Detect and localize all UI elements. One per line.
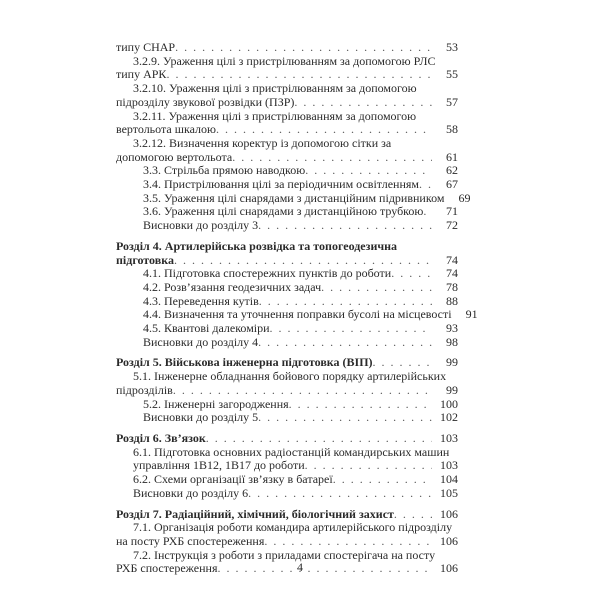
leader-dots: [258, 411, 432, 425]
toc-page-number: 71: [446, 204, 458, 219]
leader-dots: [305, 164, 432, 178]
toc-page-number: 61: [446, 149, 458, 164]
toc-page-number: 72: [446, 218, 458, 233]
toc-page-number: 74: [446, 266, 458, 281]
toc-page-number: 55: [446, 67, 458, 82]
toc-entry: [116, 322, 458, 336]
toc-entry-title: Розділ 5. Військова інженерна підготовка (ВІП): [116, 355, 373, 370]
toc-line: [116, 487, 458, 501]
toc-entry: [116, 110, 458, 137]
toc-entry: [116, 190, 471, 206]
toc-line: [116, 151, 458, 165]
leader-dots: [264, 535, 432, 549]
toc-line: [116, 178, 458, 192]
toc-line: [116, 336, 458, 350]
toc-entry: [116, 411, 458, 425]
toc-entry-title: підрозділу звукової розвідки (ПЗР): [116, 94, 295, 109]
toc-entry-title: управління 1В12, 1В17 до роботи: [133, 458, 305, 473]
toc-page-number: 99: [446, 382, 458, 397]
toc-line: [116, 137, 458, 151]
toc-page-number: 103: [440, 458, 458, 473]
toc-entry-title: Висновки до розділу 6: [133, 485, 249, 500]
toc-line: [116, 240, 458, 254]
line-spacer: [446, 370, 458, 384]
toc-entry: [116, 55, 458, 82]
toc-entry-title: вертольота шкалою: [116, 122, 216, 137]
toc-page-number: 69: [458, 190, 471, 205]
line-spacer: [449, 446, 458, 460]
toc-page-number: 104: [440, 472, 458, 487]
toc-entry-title: 3.4. Пристрілювання цілі за періодичним освітленням: [143, 177, 420, 192]
toc-line: [116, 68, 458, 82]
toc-line: [116, 432, 458, 446]
toc-entry-title: 6.2. Схеми організації зв’язку в батареї: [133, 472, 333, 487]
leader-dots: [270, 322, 432, 336]
toc-entry-title: 3.3. Стрільба прямою наводкою: [143, 163, 306, 178]
toc-entry-title: 3.2.10. Ураження цілі з пристрілюванням за допомогою: [133, 81, 417, 96]
toc-entry-title: підготовка: [116, 252, 174, 267]
toc-entry-title: 7.2. Інструкція з роботи з приладами спостерігача на посту: [133, 547, 436, 562]
toc-entry-title: 4.5. Квантові далекоміри: [143, 321, 270, 336]
toc-page-number: 78: [446, 279, 458, 294]
toc-line: [116, 446, 458, 460]
toc-entry: [116, 521, 458, 548]
toc-page-number: 106: [440, 506, 458, 521]
leader-dots: [373, 356, 432, 370]
toc-entry-title: 3.2.11. Ураження цілі з пристрілюванням за допомогою: [133, 108, 417, 123]
toc-entry-title: 5.2. Інженерні загородження: [143, 396, 289, 411]
toc-entry-title: підрозділів: [116, 382, 173, 397]
toc-line: [116, 82, 458, 96]
leader-dots: [259, 295, 432, 309]
leader-dots: [305, 459, 432, 473]
leader-dots: [206, 432, 432, 446]
toc-entry-title: 7.1. Організація роботи командира артилерійського підрозділу: [133, 520, 453, 535]
leader-dots: [423, 205, 432, 219]
toc-line: [116, 55, 458, 69]
toc-page-number: 57: [446, 94, 458, 109]
toc-line: [116, 356, 458, 370]
toc-entry-title: Розділ 7. Радіаційний, хімічний, біологічний захист: [116, 506, 394, 521]
toc-entry: [116, 487, 458, 501]
line-spacer: [397, 240, 458, 254]
line-spacer: [436, 55, 458, 69]
toc-entry-title: 3.6. Ураження цілі снарядами з дистанційною трубкою: [143, 204, 424, 219]
toc-entry: [116, 446, 458, 473]
leader-dots: [216, 123, 432, 137]
toc-entry-title: 6.1. Підготовка основних радіостанцій командирських машин: [133, 444, 450, 459]
toc-line: [116, 164, 458, 178]
toc-entry-title: Розділ 4. Артилерійська розвідка та топогеодезична: [116, 238, 398, 253]
toc-line: [116, 307, 478, 322]
leader-dots: [321, 281, 432, 295]
toc-entry: [116, 137, 458, 164]
leader-dots: [333, 473, 432, 487]
toc-entry-title: на посту РХБ спостереження: [116, 533, 265, 548]
toc-entry-title: типу АРК: [116, 67, 167, 82]
toc-entry: [116, 219, 458, 233]
leader-dots: [166, 68, 432, 82]
toc-line: [116, 322, 458, 336]
toc-page-number: 88: [446, 293, 458, 308]
toc-entry-title: Висновки до розділу 5: [143, 410, 259, 425]
toc-entry: [116, 164, 458, 178]
toc-line: [116, 205, 458, 219]
leader-dots: [174, 254, 432, 268]
leader-dots: [248, 487, 432, 501]
toc-entry: [116, 41, 458, 55]
toc-entry: [116, 281, 458, 295]
toc-entry-title: Висновки до розділу 3: [143, 218, 259, 233]
line-spacer: [391, 137, 458, 151]
toc-page-number: 67: [446, 177, 458, 192]
toc-line: [116, 281, 458, 295]
toc-entry-title: 3.5. Ураження цілі снарядами з дистанційним підривником: [143, 190, 445, 205]
toc-entry: [116, 267, 458, 281]
leader-dots: [175, 41, 432, 55]
toc-entry-title: допомогою вертольота: [116, 149, 233, 164]
toc-entry: [116, 178, 458, 192]
toc-entry-title: 4.1. Підготовка спостережних пунктів до роботи: [143, 266, 392, 281]
table-of-contents: [116, 40, 478, 576]
leader-dots: [258, 336, 432, 350]
toc-page-number: 93: [446, 321, 458, 336]
toc-line: [116, 267, 458, 281]
leader-dots: [391, 267, 432, 281]
toc-entry-title: типу СНАР: [116, 40, 176, 54]
leader-dots: [419, 178, 432, 192]
leader-dots: [289, 398, 432, 412]
toc-chapter: [116, 240, 458, 267]
toc-chapter: [116, 508, 458, 522]
toc-entry-title: Розділ 6. Зв’язок: [116, 430, 206, 445]
toc-page-number: 74: [446, 252, 458, 267]
toc-line: [116, 508, 458, 522]
toc-entry-title: 4.3. Переведення кутів: [143, 293, 259, 308]
toc-line: [116, 398, 458, 412]
toc-page-number: 103: [440, 430, 458, 445]
line-spacer: [417, 82, 458, 96]
toc-line: [116, 459, 458, 473]
toc-page-number: 58: [446, 122, 458, 137]
toc-line: [116, 411, 458, 425]
toc-entry: [116, 336, 458, 350]
toc-line: [116, 254, 458, 268]
toc-entry: [116, 398, 458, 412]
toc-entry-title: 4.4. Визначення та уточнення поправки бусолі на місцевості: [143, 307, 452, 322]
line-spacer: [452, 521, 458, 535]
toc-entry: [116, 473, 458, 487]
toc-page-number: 100: [440, 396, 458, 411]
toc-page-number: 91: [465, 307, 478, 322]
toc-line: [116, 123, 458, 137]
toc-page-number: 105: [440, 485, 458, 500]
toc-line: [116, 295, 458, 309]
leader-dots: [258, 219, 432, 233]
toc-page-number: 102: [440, 410, 458, 425]
toc-line: [116, 384, 458, 398]
leader-dots: [294, 96, 432, 110]
toc-line: [116, 190, 471, 206]
toc-line: [116, 41, 458, 55]
toc-chapter: [116, 432, 458, 446]
toc-chapter: [116, 356, 458, 370]
page-number: 4: [297, 560, 303, 574]
toc-page-number: 106: [440, 561, 458, 576]
toc-line: [116, 96, 458, 110]
toc-line: [116, 521, 458, 535]
toc-entry-title: 4.2. Розв’язання геодезичних задач: [143, 279, 322, 294]
toc-line: [116, 110, 458, 124]
toc-line: [116, 535, 458, 549]
toc-page-number: 99: [446, 355, 458, 370]
toc-page-number: 53: [446, 40, 458, 54]
toc-entry: [116, 295, 458, 309]
line-spacer: [416, 110, 458, 124]
toc-entry-title: 3.2.9. Ураження цілі з пристрілюванням за допомогою РЛС: [133, 53, 436, 68]
leader-dots: [394, 508, 432, 522]
toc-line: [116, 473, 458, 487]
leader-dots: [173, 384, 432, 398]
toc-entry: [116, 370, 458, 397]
toc-line: [116, 370, 458, 384]
toc-page-number: 106: [440, 533, 458, 548]
toc-page-number: 62: [446, 163, 458, 178]
toc-entry-title: РХБ спостереження: [116, 561, 218, 576]
toc-entry: [116, 205, 458, 219]
toc-page-number: 98: [446, 334, 458, 349]
toc-entry-title: 3.2.12. Визначення коректур із допомогою сітки за: [133, 135, 392, 150]
leader-dots: [232, 151, 432, 165]
toc-line: [116, 219, 458, 233]
toc-entry: [116, 82, 458, 109]
toc-entry-title: 5.1. Інженерне обладнання бойового порядку артилерійських: [133, 369, 447, 384]
toc-entry: [116, 307, 478, 322]
toc-entry-title: Висновки до розділу 4: [143, 334, 259, 349]
